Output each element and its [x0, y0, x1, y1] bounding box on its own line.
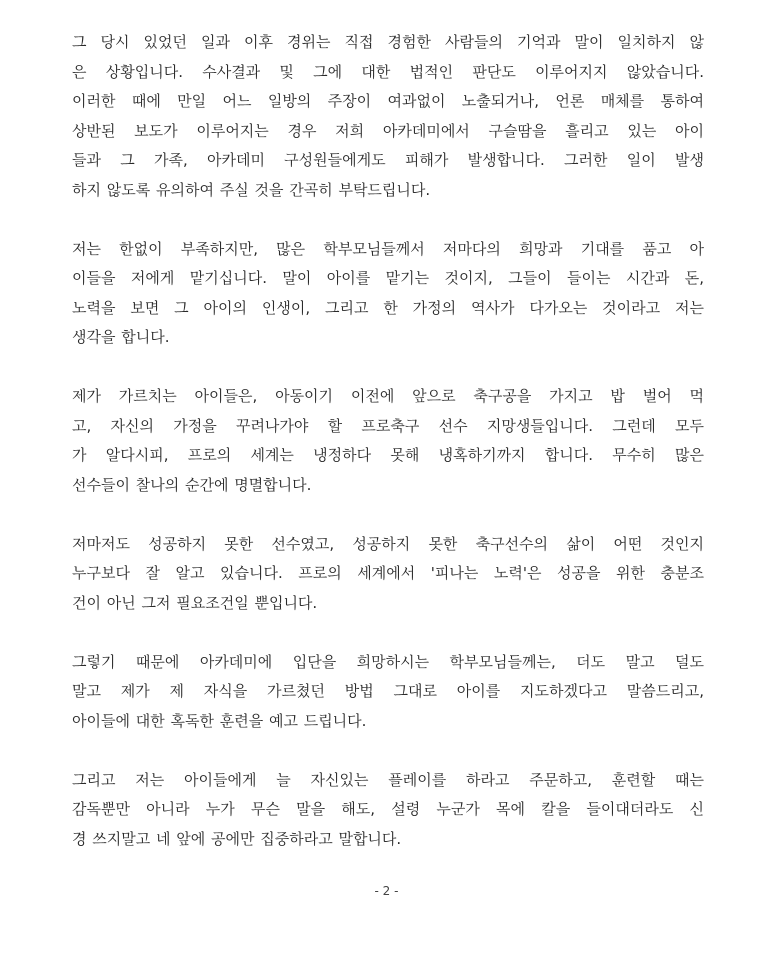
text-line: 하지 않도록 유의하여 주실 것을 간곡히 부탁드립니다. — [72, 180, 431, 199]
page-number: - 2 - — [374, 884, 399, 898]
paragraph — [72, 28, 704, 205]
text-line: 이러한 때에 만일 어느 일방의 주장이 여과없이 노출되거나, 언론 매체를 통하여 — [72, 92, 704, 110]
paragraph — [72, 382, 704, 500]
paragraph — [72, 530, 704, 619]
text-line: 들과 그 가족, 아카데미 구성원들에게도 피해가 발생합니다. 그러한 일이 발생 — [72, 151, 704, 169]
text-line: 은 상황입니다. 수사결과 및 그에 대한 법적인 판단도 이루어지지 않았습니다. — [72, 62, 704, 81]
text-line: 경 쓰지말고 네 앞에 공에만 집중하라고 말합니다. — [72, 829, 402, 848]
text-line: 저는 한없이 부족하지만, 많은 학부모님들께서 저마다의 희망과 기대를 품고 아 — [72, 239, 704, 258]
text-line: 생각을 합니다. — [72, 328, 170, 346]
paragraph — [72, 766, 704, 855]
text-line: 노력을 보면 그 아이의 인생이, 그리고 한 가정의 역사가 다가오는 것이라고 저는 — [72, 298, 704, 317]
text-line: 이들을 저에게 맡기십니다. 말이 아이를 맡기는 것이지, 그들이 들이는 시간과 돈, — [72, 269, 704, 287]
text-line: 그렇기 때문에 아카데미에 입단을 희망하시는 학부모님들께는, 더도 말고 덜도 — [72, 652, 704, 671]
paragraph — [72, 235, 704, 353]
text-line: 건이 아닌 그저 필요조건일 뿐입니다. — [72, 593, 318, 612]
text-line: 그 당시 있었던 일과 이후 경위는 직접 경험한 사람들의 기억과 말이 일치하지 않 — [72, 33, 704, 51]
text-line: 고, 자신의 가정을 꾸려나가야 할 프로축구 선수 지망생들입니다. 그런데 모두 — [72, 416, 704, 435]
document-body — [72, 28, 704, 884]
text-line: 감독뿐만 아니라 누가 무슨 말을 해도, 설령 누군가 목에 칼을 들이대더라도 신 — [72, 800, 704, 818]
text-line: 가 알다시피, 프로의 세계는 냉정하다 못해 냉혹하기까지 합니다. 무수히 많은 — [72, 446, 704, 464]
text-line: 제가 가르치는 아이들은, 아동이기 이전에 앞으로 축구공을 가지고 밥 벌어 먹 — [72, 387, 704, 405]
text-line: 말고 제가 제 자식을 가르쳤던 방법 그대로 아이를 지도하겠다고 말씀드리고, — [72, 682, 704, 700]
text-line: 누구보다 잘 알고 있습니다. 프로의 세계에서 '피나는 노력'은 성공을 위한 충분조 — [72, 564, 704, 582]
text-line: 상반된 보도가 이루어지는 경우 저희 아카데미에서 구슬땀을 흘리고 있는 아이 — [72, 121, 704, 140]
text-line: 저마저도 성공하지 못한 선수였고, 성공하지 못한 축구선수의 삶이 어떤 것인지 — [72, 534, 704, 553]
text-line: 아이들에 대한 혹독한 훈련을 예고 드립니다. — [72, 711, 367, 730]
text-line: 선수들이 찰나의 순간에 명멸합니다. — [72, 475, 312, 494]
paragraph — [72, 648, 704, 737]
text-line: 그리고 저는 아이들에게 늘 자신있는 플레이를 하라고 주문하고, 훈련할 때는 — [72, 770, 704, 789]
